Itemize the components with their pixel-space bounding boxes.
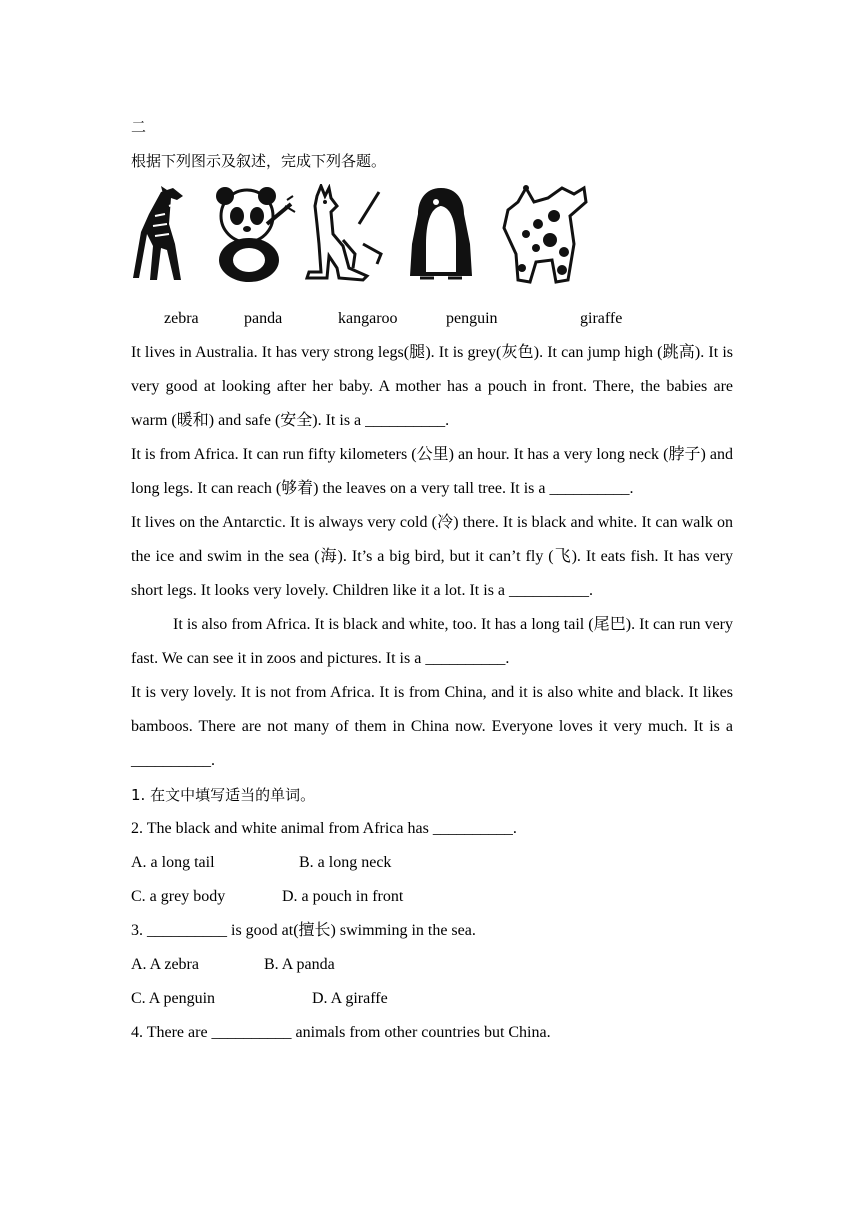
q3-option-d: D. A giraffe (312, 990, 388, 1007)
passage-panda: It is very lovely. It is not from Africa. It is from China, and it is also white and black. It likes bamboos. There are not many of them in China now. Everyone loves it very much. It is a __________. (131, 684, 733, 769)
q3-option-a: A. A zebra (131, 956, 199, 973)
label-kangaroo: kangaroo (338, 310, 398, 327)
penguin-icon (406, 184, 476, 284)
passage-kangaroo: It lives in Australia. It has very strong legs(腿). It is grey(灰色). It can jump high (跳高). It is very good at looking after her baby. A mother has a pouch in front. There, the babies are warm (暖和) and safe (安全). It is a __________. (131, 344, 733, 429)
section-number: 二 (131, 118, 147, 136)
question-3-options-row-2 (131, 982, 733, 1016)
giraffe-icon (496, 184, 596, 294)
passage-giraffe: It is from Africa. It can run fifty kilometers (公里) an hour. It has a very long neck (脖子) and long legs. It can reach (够着) the leaves on a very tall tree. It is a __________. (131, 446, 733, 497)
animal-pictures (131, 184, 733, 302)
animal-labels (131, 302, 733, 336)
q2-option-b: B. a long neck (299, 854, 392, 871)
question-4: 4. There are __________ animals from other countries but China. (131, 1024, 551, 1041)
label-giraffe: giraffe (580, 310, 623, 327)
question-2-options-row-1 (131, 846, 733, 880)
kangaroo-icon (303, 184, 383, 284)
question-3-options-row-1 (131, 948, 733, 982)
instruction: 根据下列图示及叙述，完成下列各题。 (131, 152, 387, 170)
worksheet (131, 110, 733, 1050)
label-panda: panda (244, 310, 283, 327)
zebra-icon (131, 184, 191, 284)
q2-option-a: A. a long tail (131, 854, 215, 871)
question-2-options-row-2 (131, 880, 733, 914)
question-2: 2. The black and white animal from Africa has __________. (131, 820, 517, 837)
q3-option-c: C. A penguin (131, 990, 216, 1007)
q2-option-c: C. a grey body (131, 888, 226, 905)
q3-option-b: B. A panda (264, 956, 335, 973)
panda-icon (207, 184, 297, 284)
label-zebra: zebra (164, 310, 199, 327)
passage-penguin: It lives on the Antarctic. It is always very cold (冷) there. It is black and white. It can walk on the ice and swim in the sea (海). It’s a big bird, but it can’t fly (飞). It eats fish. It has very short legs. It looks very lovely. Children like it a lot. It is a __________. (131, 514, 733, 599)
question-3: 3. __________ is good at(擅长) swimming in the sea. (131, 922, 476, 939)
q2-option-d: D. a pouch in front (282, 888, 404, 905)
passage-zebra: It is also from Africa. It is black and white, too. It has a long tail (尾巴). It can run very fast. We can see it in zoos and pictures. It is a __________. (131, 616, 733, 667)
question-1: 1. 在文中填写适当的单词。 (131, 786, 316, 804)
label-penguin: penguin (446, 310, 498, 327)
